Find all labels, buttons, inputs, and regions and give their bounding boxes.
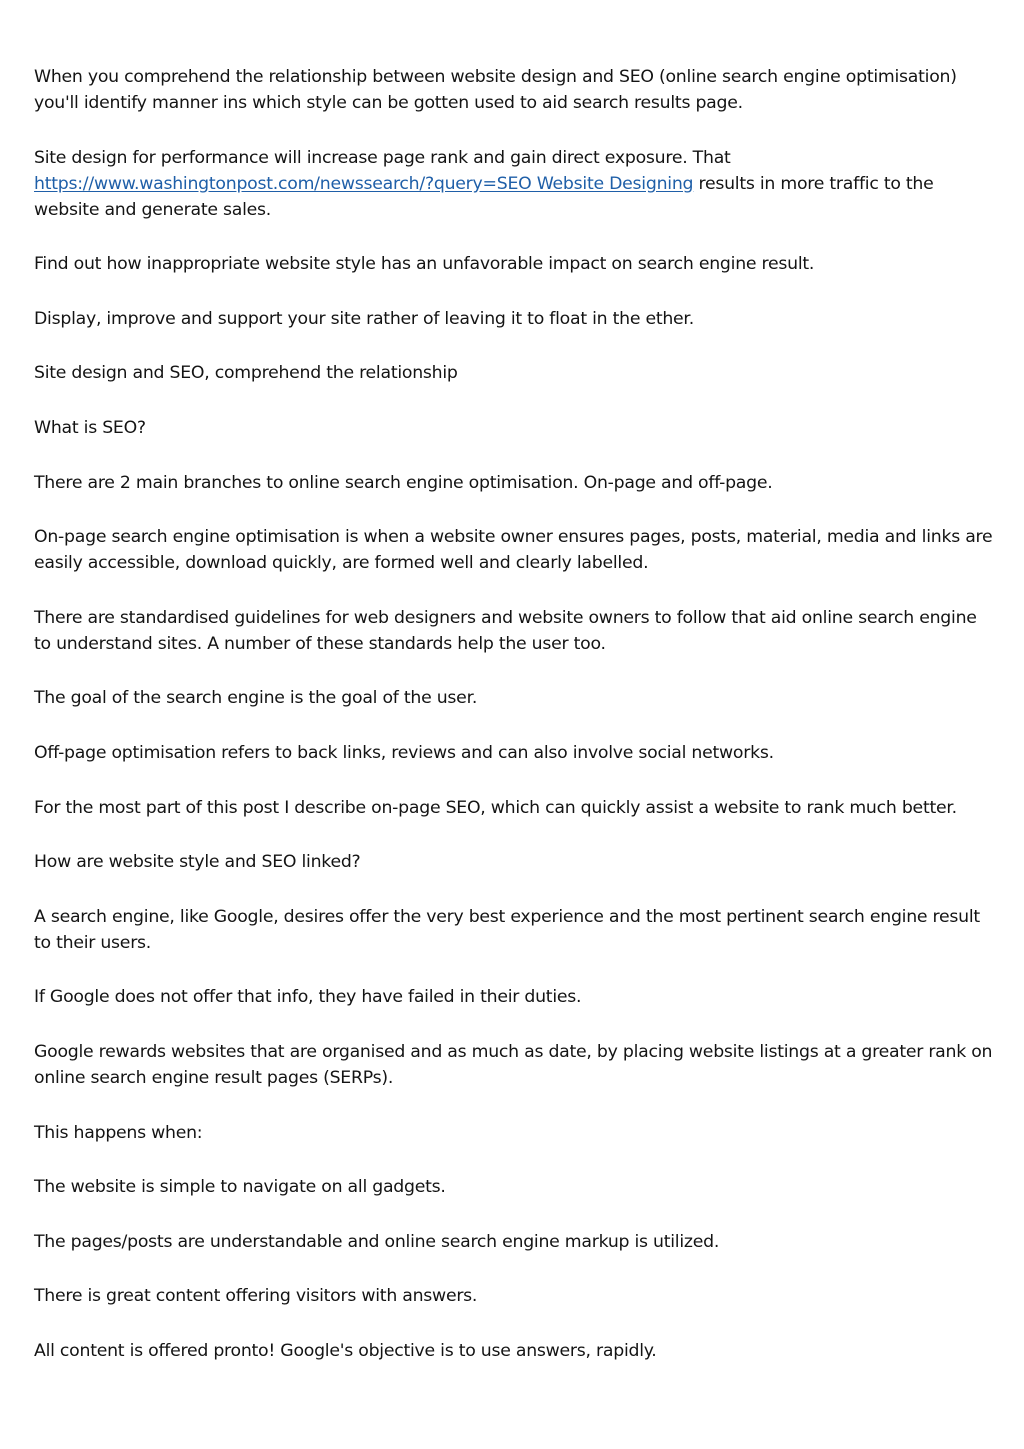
paragraph-on-page: On-page search engine optimisation is when a website owner ensures pages, posts, material, media and links are easily accessible, download quickly, are formed well and clearly labelled. — [34, 527, 993, 574]
paragraph-happens-when: This happens when: — [34, 1122, 203, 1143]
paragraph-pronto: All content is offered pronto! Google's objective is to use answers, rapidly. — [34, 1340, 657, 1361]
paragraph-google-duties: If Google does not offer that info, they have failed in their duties. — [34, 987, 582, 1008]
paragraph-off-page: Off-page optimisation refers to back links, reviews and can also involve social networks. — [34, 742, 774, 763]
paragraph-goal: The goal of the search engine is the goal of the user. — [34, 688, 478, 709]
paragraph-intro: When you comprehend the relationship between website design and SEO (online search engine optimisation) you'll identify manner ins which style can be gotten used to aid search results page. — [34, 67, 957, 113]
paragraph-branches: There are 2 main branches to online search engine optimisation. On-page and off-page. — [34, 472, 773, 493]
paragraph-heading-linked: How are website style and SEO linked? — [34, 852, 361, 873]
paragraph-google-rewards: Google rewards websites that are organised and as much as date, by placing website listings at a greater rank on online search engine result pages (SERPs). — [34, 1041, 993, 1088]
paragraph-inappropriate-style: Find out how inappropriate website style has an unfavorable impact on search engine result. — [34, 254, 815, 275]
paragraph-text: results in more traffic to the website and generate sales. — [34, 173, 934, 220]
paragraph-post-scope: For the most part of this post I describe on-page SEO, which can quickly assist a website to rank much better. — [34, 797, 957, 818]
paragraph-performance — [34, 145, 996, 223]
document-body — [34, 64, 996, 1392]
paragraph-heading-what-is-seo: What is SEO? — [34, 417, 146, 438]
paragraph-text: Site design for performance will increase page rank and gain direct exposure. That — [34, 147, 731, 168]
paragraph-display-improve: Display, improve and support your site rather of leaving it to float in the ether. — [34, 308, 694, 329]
paragraph-google-experience: A search engine, like Google, desires offer the very best experience and the most pertinent search engine result to their users. — [34, 906, 980, 953]
washingtonpost-search-link[interactable]: https://www.washingtonpost.com/newssearch/?query=SEO Website Designing — [34, 173, 694, 194]
paragraph-markup: The pages/posts are understandable and online search engine markup is utilized. — [34, 1231, 720, 1252]
paragraph-navigate: The website is simple to navigate on all gadgets. — [34, 1177, 446, 1198]
paragraph-heading-relationship: Site design and SEO, comprehend the relationship — [34, 363, 458, 384]
paragraph-guidelines: There are standardised guidelines for web designers and website owners to follow that aid online search engine to understand sites. A number of these standards help the user too. — [34, 607, 977, 654]
paragraph-content: There is great content offering visitors with answers. — [34, 1286, 478, 1307]
